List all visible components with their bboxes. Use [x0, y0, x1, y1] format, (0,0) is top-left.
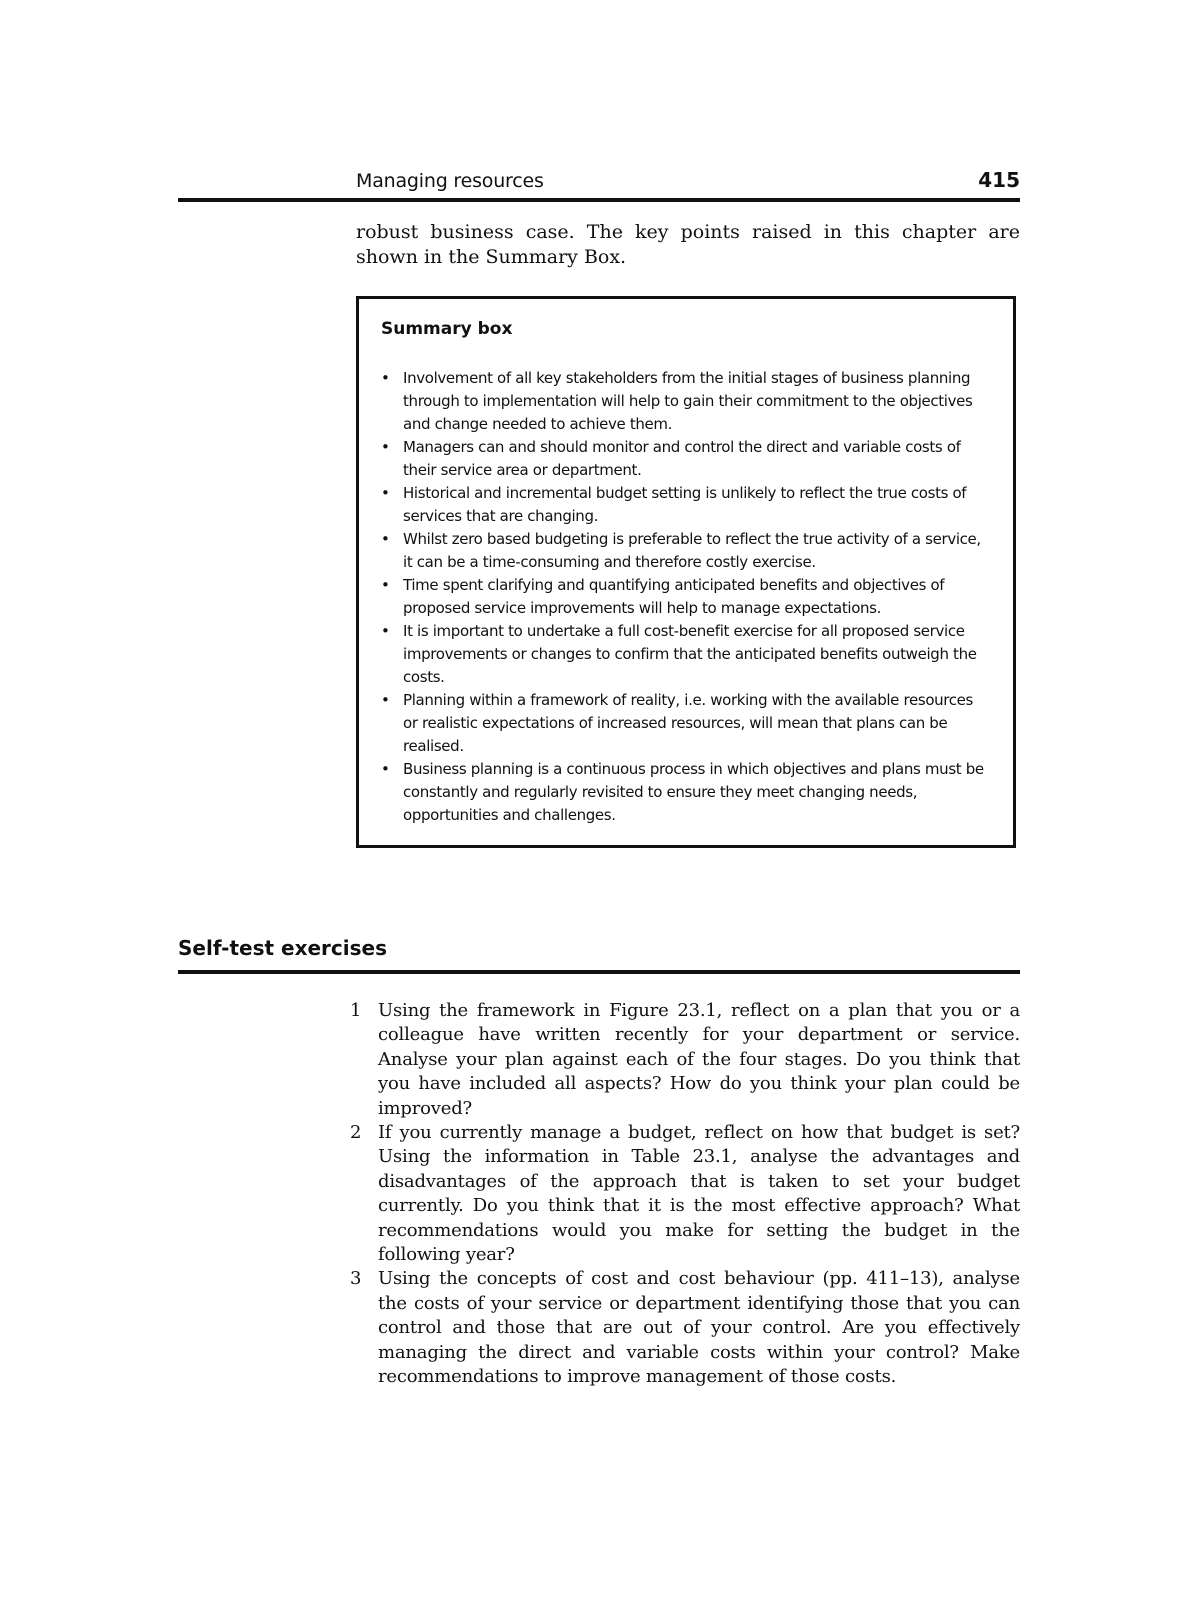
summary-item-text: Planning within a framework of reality, i.e. working with the available resources or realistic expectations of increased resources, will mean that plans can be realised. — [403, 691, 974, 755]
summary-item — [381, 482, 989, 528]
summary-item-text: Managers can and should monitor and control the direct and variable costs of their service area or department. — [403, 438, 961, 479]
running-title: Managing resources — [356, 170, 544, 192]
bullet-icon: • — [381, 530, 390, 548]
bullet-icon: • — [381, 760, 390, 778]
exercise-text: Using the concepts of cost and cost behaviour (pp. 411–13), analyse the costs of your service or department identifying those that you can control and those that are out of your control. Are you effectively managing the direct and variable costs within your control? Make recommendations to improve management of those costs. — [378, 1268, 1020, 1388]
exercise-item — [350, 1121, 1020, 1267]
summary-item-text: Business planning is a continuous process in which objectives and plans must be constantly and regularly revisited to ensure they meet changing needs, opportunities and challenges. — [403, 760, 984, 824]
exercise-list — [350, 999, 1020, 1390]
summary-item — [381, 528, 989, 574]
summary-box-title: Summary box — [381, 319, 513, 339]
exercise-number: 3 — [350, 1268, 362, 1290]
bullet-icon: • — [381, 691, 390, 709]
bullet-icon: • — [381, 484, 390, 502]
running-header — [178, 168, 1020, 202]
bullet-icon: • — [381, 576, 390, 594]
bullet-icon: • — [381, 369, 390, 387]
summary-item — [381, 436, 989, 482]
section-title: Self-test exercises — [178, 936, 388, 960]
intro-paragraph: robust business case. The key points raised in this chapter are shown in the Summary Box. — [356, 221, 1020, 268]
summary-item-text: It is important to undertake a full cost-benefit exercise for all proposed service improvements or changes to confirm that the anticipated benefits outweigh the costs. — [403, 622, 977, 686]
bullet-icon: • — [381, 438, 390, 456]
summary-box — [356, 296, 1016, 848]
section-heading — [178, 936, 1020, 974]
summary-item-text: Involvement of all key stakeholders from the initial stages of business planning through to implementation will help to gain their commitment to the objectives and change needed to achieve them. — [403, 369, 973, 433]
exercise-text: If you currently manage a budget, reflect on how that budget is set? Using the information in Table 23.1, analyse the advantages and disadvantages of the approach that is taken to set your budget currently. Do you think that it is the most effective approach? What recommendations would you make for setting the budget in the following year? — [378, 1122, 1020, 1266]
exercise-item — [350, 999, 1020, 1121]
summary-item-text: Historical and incremental budget setting is unlikely to reflect the true costs of services that are changing. — [403, 484, 967, 525]
summary-item — [381, 758, 989, 827]
bullet-icon: • — [381, 622, 390, 640]
summary-item — [381, 689, 989, 758]
exercise-item — [350, 1267, 1020, 1389]
summary-item — [381, 620, 989, 689]
exercise-text: Using the framework in Figure 23.1, reflect on a plan that you or a colleague have written recently for your department or service. Analyse your plan against each of the four stages. Do you think that you have included all aspects? How do you think your plan could be improved? — [378, 1000, 1020, 1119]
page-number: 415 — [978, 168, 1020, 192]
summary-item — [381, 367, 989, 436]
exercise-number: 2 — [350, 1122, 362, 1144]
summary-list — [381, 367, 989, 827]
summary-item — [381, 574, 989, 620]
summary-item-text: Whilst zero based budgeting is preferable to reflect the true activity of a service, it can be a time-consuming and therefore costly exercise. — [403, 530, 981, 571]
summary-item-text: Time spent clarifying and quantifying anticipated benefits and objectives of proposed service improvements will help to manage expectations. — [403, 576, 945, 617]
exercise-number: 1 — [350, 1000, 362, 1021]
